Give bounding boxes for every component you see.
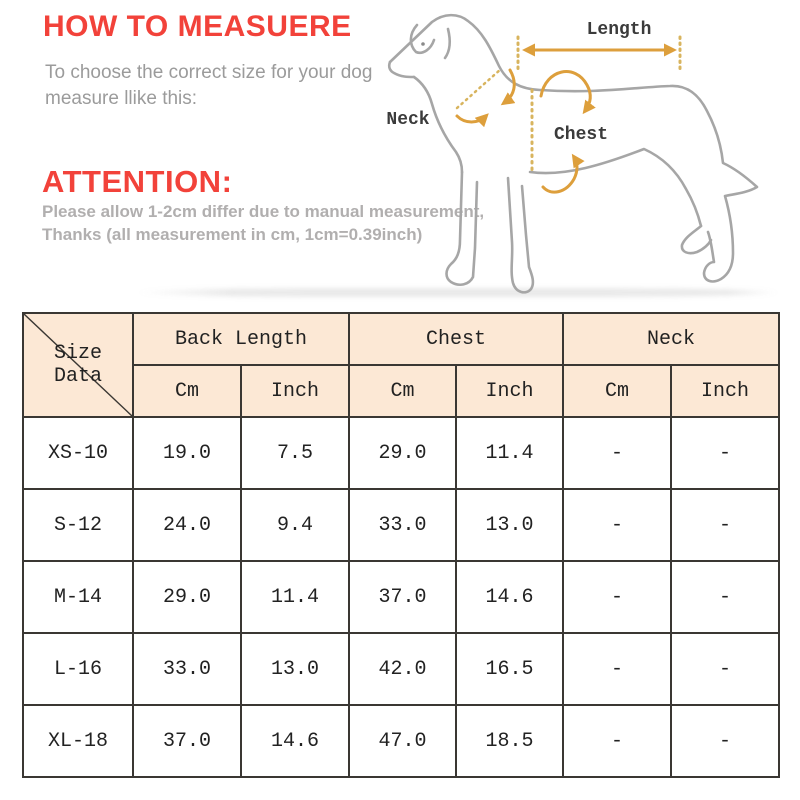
cell-value: 14.6 xyxy=(456,561,563,633)
cell-value: - xyxy=(563,417,671,489)
corner-label: Size Data xyxy=(53,342,102,388)
size-label: XL-18 xyxy=(23,705,133,777)
group-header-back-length: Back Length xyxy=(133,313,349,365)
cell-value: 14.6 xyxy=(241,705,349,777)
dog-eye xyxy=(421,42,425,46)
table-row xyxy=(23,561,779,633)
cell-value: 24.0 xyxy=(133,489,241,561)
cell-value: - xyxy=(671,561,779,633)
cell-value: - xyxy=(671,417,779,489)
size-label: L-16 xyxy=(23,633,133,705)
unit-header: Cm xyxy=(349,365,456,417)
cell-value: 18.5 xyxy=(456,705,563,777)
table-row xyxy=(23,489,779,561)
neck-arrow-lower xyxy=(457,116,486,122)
table-row xyxy=(23,417,779,489)
cell-value: 11.4 xyxy=(241,561,349,633)
table-group-header-row xyxy=(23,313,779,365)
group-header-chest: Chest xyxy=(349,313,563,365)
unit-header: Cm xyxy=(133,365,241,417)
group-header-neck: Neck xyxy=(563,313,779,365)
unit-header: Cm xyxy=(563,365,671,417)
size-label: S-12 xyxy=(23,489,133,561)
cell-value: 42.0 xyxy=(349,633,456,705)
cell-value: - xyxy=(563,705,671,777)
cell-value: 47.0 xyxy=(349,705,456,777)
measure-instructions-line2: measure llike this: xyxy=(45,88,198,109)
cell-value: - xyxy=(563,633,671,705)
neck-guide-dashed xyxy=(457,69,501,108)
chest-label: Chest xyxy=(553,125,609,145)
cell-value: 33.0 xyxy=(133,633,241,705)
attention-heading: ATTENTION: xyxy=(42,164,233,199)
cell-value: 37.0 xyxy=(133,705,241,777)
size-table xyxy=(22,312,780,778)
page-title: HOW TO MEASUERE xyxy=(43,10,352,43)
table-row xyxy=(23,633,779,705)
measure-guide-lines xyxy=(457,37,680,172)
chest-arrow-lower xyxy=(543,157,577,192)
cell-value: 7.5 xyxy=(241,417,349,489)
cell-value: 33.0 xyxy=(349,489,456,561)
cell-value: 19.0 xyxy=(133,417,241,489)
cell-value: - xyxy=(563,561,671,633)
cell-value: 11.4 xyxy=(456,417,563,489)
dog-outline xyxy=(389,15,757,292)
cell-value: 13.0 xyxy=(456,489,563,561)
table-row xyxy=(23,705,779,777)
cell-value: 16.5 xyxy=(456,633,563,705)
unit-header: Inch xyxy=(456,365,563,417)
cell-value: - xyxy=(671,489,779,561)
cell-value: - xyxy=(671,633,779,705)
cell-value: 13.0 xyxy=(241,633,349,705)
size-data-corner-cell xyxy=(23,313,133,417)
cell-value: 37.0 xyxy=(349,561,456,633)
measure-instructions-line1: To choose the correct size for your dog xyxy=(45,62,373,83)
attention-note-line1: Please allow 1-2cm differ due to manual measurement, xyxy=(42,202,485,221)
dog-measurement-diagram xyxy=(360,0,800,300)
cell-value: 29.0 xyxy=(133,561,241,633)
cell-value: 29.0 xyxy=(349,417,456,489)
length-label: Length xyxy=(586,20,652,40)
cell-value: - xyxy=(563,489,671,561)
neck-label: Neck xyxy=(386,110,430,130)
unit-header: Inch xyxy=(241,365,349,417)
attention-note-line2: Thanks (all measurement in cm, 1cm=0.39inch) xyxy=(42,225,423,244)
size-label: XS-10 xyxy=(23,417,133,489)
unit-header: Inch xyxy=(671,365,779,417)
size-label: M-14 xyxy=(23,561,133,633)
cell-value: - xyxy=(671,705,779,777)
cell-value: 9.4 xyxy=(241,489,349,561)
table-units-row xyxy=(23,365,779,417)
measure-instructions xyxy=(45,60,372,112)
